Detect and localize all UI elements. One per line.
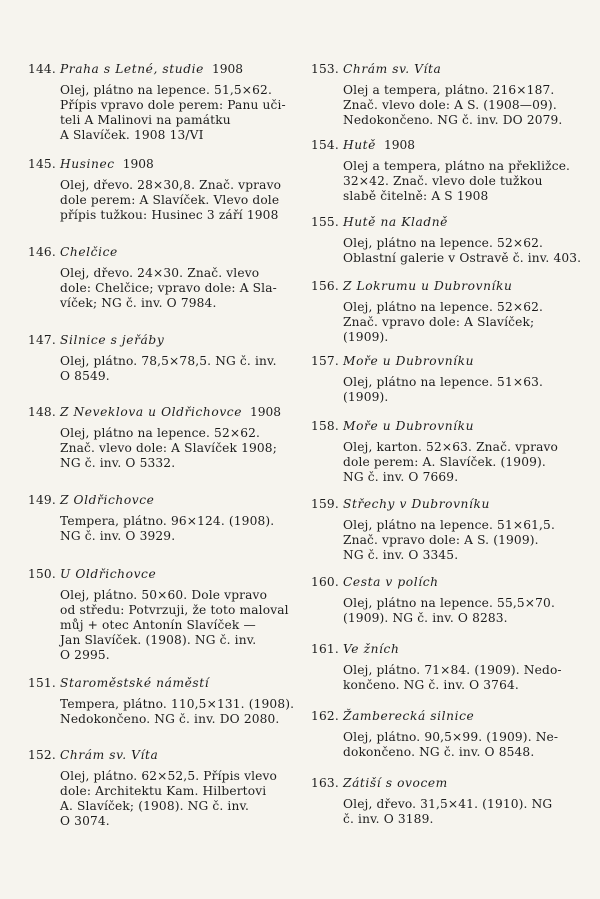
entry-title: Z Lokrumu u Dubrovníku — [343, 279, 513, 293]
description-line: Znač. vlevo dole: A Slavíček 1908; — [60, 441, 277, 455]
catalog-entry-151 — [28, 676, 295, 727]
catalog-entry-156 — [311, 279, 579, 345]
description-line: Olej, karton. 52×63. Znač. vpravo — [343, 440, 559, 454]
description-line: Znač. vpravo dole: A S. (1909). — [343, 533, 539, 547]
entry-title: Silnice s jeřáby — [60, 333, 165, 347]
entry-title: Chrám sv. Víta — [343, 62, 442, 76]
description-line: Olej, dřevo. 31,5×41. (1910). NG — [343, 797, 553, 811]
entry-number: 158. — [311, 419, 339, 433]
description-line: Nedokončeno. NG č. inv. DO 2080. — [60, 712, 280, 726]
entry-number: 161. — [311, 642, 339, 656]
entry-number: 163. — [311, 776, 339, 790]
entry-description — [343, 797, 579, 827]
entry-number: 146. — [28, 245, 56, 259]
description-line: Olej, plátno na lepence. 51,5×62. — [60, 83, 272, 97]
entry-description — [60, 697, 295, 727]
description-line: Olej, plátno. 78,5×78,5. NG č. inv. — [60, 354, 277, 368]
entry-description — [60, 178, 290, 223]
catalog-entry-144 — [28, 62, 290, 143]
entry-description — [343, 159, 579, 204]
description-line: Nedokončeno. NG č. inv. DO 2079. — [343, 113, 563, 127]
entry-number: 162. — [311, 709, 339, 723]
catalog-entry-149 — [28, 493, 290, 544]
description-line: Olej, plátno na lepence. 51×63. — [343, 375, 544, 389]
description-line: Olej, plátno na lepence. 51×61,5. — [343, 518, 555, 532]
description-line: přípis tužkou: Husinec 3 září 1908 — [60, 208, 279, 222]
entry-number: 152. — [28, 748, 56, 762]
entry-number: 151. — [28, 676, 56, 690]
catalog-entry-147 — [28, 333, 290, 384]
entry-number: 149. — [28, 493, 56, 507]
catalog-entry-145 — [28, 157, 290, 223]
entry-number: 144. — [28, 62, 56, 76]
description-line: Olej a tempera, plátno. 216×187. — [343, 83, 555, 97]
description-line: Olej, plátno na lepence. 52×62. — [343, 300, 544, 314]
entry-title: Praha s Letné, studie — [60, 62, 204, 76]
entry-description — [60, 266, 290, 311]
catalog-entry-158 — [311, 419, 579, 485]
description-line: od středu: Potvrzuji, že toto maloval — [60, 603, 289, 617]
entry-title: Žamberecká silnice — [343, 709, 475, 723]
description-line: dole: Architektu Kam. Hilbertovi — [60, 784, 267, 798]
description-line: NG č. inv. O 5332. — [60, 456, 176, 470]
description-line: Tempera, plátno. 96×124. (1908). — [60, 514, 275, 528]
description-line: (1909). NG č. inv. O 8283. — [343, 611, 508, 625]
entry-description — [60, 426, 290, 471]
entry-number: 147. — [28, 333, 56, 347]
description-line: teli A Malinovi na památku — [60, 113, 231, 127]
entry-title: Husinec — [60, 157, 115, 171]
description-line: Znač. vpravo dole: A Slavíček; — [343, 315, 535, 329]
entry-description — [60, 769, 290, 829]
description-line: Olej, plátno. 50×60. Dole vpravo — [60, 588, 268, 602]
description-line: víček; NG č. inv. O 7984. — [60, 296, 217, 310]
entry-description — [60, 83, 290, 143]
entry-description — [343, 596, 579, 626]
catalog-entry-159 — [311, 497, 579, 563]
entry-description — [60, 514, 290, 544]
entry-number: 153. — [311, 62, 339, 76]
entry-number: 145. — [28, 157, 56, 171]
entry-title: Chrám sv. Víta — [60, 748, 159, 762]
entry-description — [343, 730, 579, 760]
description-line: Olej, dřevo. 24×30. Znač. vlevo — [60, 266, 260, 280]
description-line: Přípis vpravo dole perem: Panu uči- — [60, 98, 286, 112]
description-line: Tempera, plátno. 110,5×131. (1908). — [60, 697, 295, 711]
description-line: Olej, plátno na lepence. 52×62. — [343, 236, 544, 250]
entry-year: 1908 — [250, 405, 282, 419]
entry-number: 148. — [28, 405, 56, 419]
entry-title: Hutě — [343, 138, 376, 152]
description-line: Olej a tempera, plátno na překližce. — [343, 159, 571, 173]
entry-title: Z Oldřichovce — [60, 493, 155, 507]
description-line: O 8549. — [60, 369, 110, 383]
entry-number: 160. — [311, 575, 339, 589]
description-line: slabě čitelně: A S 1908 — [343, 189, 489, 203]
description-line: můj + otec Antonín Slavíček — — [60, 618, 256, 632]
catalog-entry-157 — [311, 354, 579, 405]
entry-number: 157. — [311, 354, 339, 368]
entry-title: Moře u Dubrovníku — [343, 354, 475, 368]
catalog-entry-150 — [28, 567, 290, 663]
entry-description — [343, 663, 579, 693]
description-line: NG č. inv. O 3345. — [343, 548, 459, 562]
description-line: Olej, plátno na lepence. 52×62. — [60, 426, 261, 440]
catalog-entry-160 — [311, 575, 579, 626]
catalog-entry-163 — [311, 776, 579, 827]
description-line: NG č. inv. O 7669. — [343, 470, 459, 484]
entry-description — [343, 440, 579, 485]
entry-description — [60, 588, 290, 663]
catalog-entry-152 — [28, 748, 290, 829]
entry-number: 155. — [311, 215, 339, 229]
description-line: O 3074. — [60, 814, 110, 828]
entry-title: Střechy v Dubrovníku — [343, 497, 490, 511]
description-line: Olej, plátno na lepence. 55,5×70. — [343, 596, 555, 610]
entry-title: Z Neveklova u Oldřichovce — [60, 405, 243, 419]
entry-title: Hutě na Kladně — [343, 215, 448, 229]
description-line: A. Slavíček; (1908). NG č. inv. — [60, 799, 250, 813]
description-line: Jan Slavíček. (1908). NG č. inv. — [60, 633, 257, 647]
catalog-entry-146 — [28, 245, 290, 311]
entry-year: 1908 — [384, 138, 416, 152]
catalog-entry-155 — [311, 215, 582, 266]
description-line: (1909). — [343, 390, 389, 404]
description-line: Oblastní galerie v Ostravě č. inv. 403. — [343, 251, 582, 265]
entry-description — [60, 354, 290, 384]
entry-year: 1908 — [211, 62, 243, 76]
entry-title: Staroměstské náměstí — [60, 676, 210, 690]
description-line: dokončeno. NG č. inv. O 8548. — [343, 745, 535, 759]
entry-number: 154. — [311, 138, 339, 152]
entry-year: 1908 — [122, 157, 154, 171]
description-line: Znač. vlevo dole: A S. (1908—09). — [343, 98, 557, 112]
entry-description — [343, 236, 582, 266]
entry-number: 156. — [311, 279, 339, 293]
catalog-entry-161 — [311, 642, 579, 693]
entry-description — [343, 83, 579, 128]
description-line: Olej, plátno. 90,5×99. (1909). Ne- — [343, 730, 559, 744]
entry-title: Ve žních — [343, 642, 400, 656]
entry-number: 150. — [28, 567, 56, 581]
description-line: (1909). — [343, 330, 389, 344]
description-line: Olej, plátno. 62×52,5. Přípis vlevo — [60, 769, 278, 783]
catalog-entry-148 — [28, 405, 290, 471]
description-line: dole: Chelčice; vpravo dole: A Sla- — [60, 281, 277, 295]
entry-title: Cesta v polích — [343, 575, 439, 589]
entry-description — [343, 375, 579, 405]
description-line: 32×42. Znač. vlevo dole tužkou — [343, 174, 543, 188]
catalog-entry-153 — [311, 62, 579, 128]
entry-title: U Oldřichovce — [60, 567, 157, 581]
description-line: NG č. inv. O 3929. — [60, 529, 176, 543]
entry-title: Chelčice — [60, 245, 118, 259]
entry-title: Zátiší s ovocem — [343, 776, 448, 790]
description-line: končeno. NG č. inv. O 3764. — [343, 678, 519, 692]
description-line: Olej, plátno. 71×84. (1909). Nedo- — [343, 663, 562, 677]
description-line: Olej, dřevo. 28×30,8. Znač. vpravo — [60, 178, 282, 192]
description-line: dole perem: A Slavíček. Vlevo dole — [60, 193, 280, 207]
entry-title: Moře u Dubrovníku — [343, 419, 475, 433]
entry-number: 159. — [311, 497, 339, 511]
entry-description — [343, 518, 579, 563]
description-line: O 2995. — [60, 648, 110, 662]
catalog-entry-154 — [311, 138, 579, 204]
description-line: č. inv. O 3189. — [343, 812, 434, 826]
description-line: A Slavíček. 1908 13/VI — [60, 128, 204, 142]
description-line: dole perem: A. Slavíček. (1909). — [343, 455, 546, 469]
catalog-entry-162 — [311, 709, 579, 760]
entry-description — [343, 300, 579, 345]
